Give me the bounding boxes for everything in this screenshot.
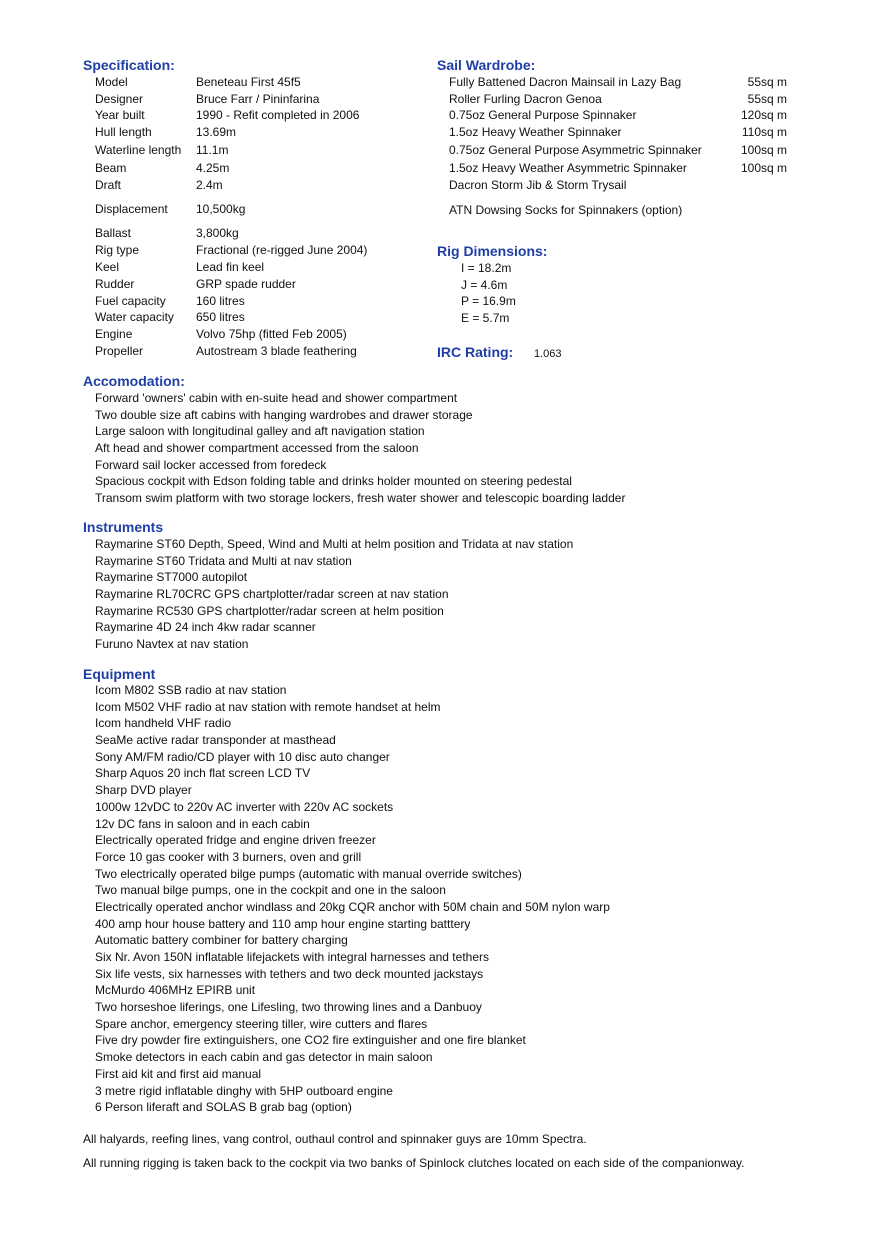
equipment-item: Icom M802 SSB radio at nav station [95,683,287,697]
equipment-item: Smoke detectors in each cabin and gas detector in main saloon [95,1050,433,1065]
specification-value: Beneteau First 45f5 [196,75,301,89]
equipment-item: 6 Person liferaft and SOLAS B grab bag (option) [95,1100,352,1115]
equipment-item: Force 10 gas cooker with 3 burners, oven and grill [95,849,362,864]
equipment-item: Icom M502 VHF radio at nav station with remote handset at helm [95,699,441,714]
specification-label: Ballast [95,226,132,240]
equipment-item: Electrically operated fridge and engine driven freezer [95,833,376,848]
irc-rating-value: 1.063 [534,348,562,360]
specification-value: Autostream 3 blade feathering [196,344,357,358]
sail-area: 100sq m [740,161,787,175]
specification-label: Year built [95,108,145,122]
irc-rating-heading: IRC Rating: [437,344,514,360]
specification-label: Beam [95,161,127,175]
instrument-item: Furuno Navtex at nav station [95,637,249,652]
accommodation-item: Large saloon with longitudinal galley and aft navigation station [95,424,425,439]
instrument-item: Raymarine ST7000 autopilot [95,570,248,585]
specification-label: Fuel capacity [95,294,166,308]
instrument-item: Raymarine RL70CRC GPS chartplotter/radar screen at nav station [95,587,449,602]
sail-area: 55sq m [747,92,787,106]
specification-value: GRP spade rudder [196,277,296,291]
equipment-item: Two electrically operated bilge pumps (automatic with manual override switches) [95,866,522,881]
equipment-item: Spare anchor, emergency steering tiller, wire cutters and flares [95,1016,428,1031]
sail-name: Dacron Storm Jib & Storm Trysail [449,178,627,192]
equipment-item: Two horseshoe liferings, one Lifesling, two throwing lines and a Danbuoy [95,1000,482,1015]
accommodation-item: Transom swim platform with two storage lockers, fresh water shower and telescopic boarding ladder [95,491,626,506]
sail-name: Roller Furling Dacron Genoa [449,92,602,106]
specification-value: 650 litres [196,310,245,324]
equipment-item: Six life vests, six harnesses with tethers and two deck mounted jackstays [95,966,484,981]
instrument-item: Raymarine ST60 Tridata and Multi at nav station [95,553,352,568]
sail-area: 55sq m [747,75,787,89]
specification-value: 11.1m [196,143,229,157]
accommodation-item: Spacious cockpit with Edson folding table and drinks holder mounted on steering pedestal [95,474,572,489]
specification-label: Rig type [95,243,140,257]
specification-value: Lead fin keel [196,260,265,274]
equipment-heading: Equipment [83,666,156,682]
equipment-item: 3 metre rigid inflatable dinghy with 5HP outboard engine [95,1083,393,1098]
specification-value: Volvo 75hp (fitted Feb 2005) [196,327,347,341]
note-running-rigging: All running rigging is taken back to the cockpit via two banks of Spinlock clutches located on each side of the companionway. [83,1156,745,1170]
rig-dimension: I = 18.2m [461,261,512,275]
rig-dimension: E = 5.7m [461,311,510,325]
specification-label: Rudder [95,277,135,291]
specification-value: 13.69m [196,125,237,139]
specification-label: Engine [95,327,133,341]
specification-label: Water capacity [95,310,174,324]
equipment-item: Sharp Aquos 20 inch flat screen LCD TV [95,766,311,781]
specification-value: 3,800kg [196,226,239,240]
equipment-item: Two manual bilge pumps, one in the cockpit and one in the saloon [95,883,446,898]
specification-value: 10,500kg [196,202,246,216]
equipment-item: Automatic battery combiner for battery charging [95,933,348,948]
specification-value: Fractional (re-rigged June 2004) [196,243,368,257]
rig-dimensions-heading: Rig Dimensions: [437,243,548,259]
rig-dimension: P = 16.9m [461,294,516,308]
equipment-item: Electrically operated anchor windlass and 20kg CQR anchor with 50M chain and 50M nylon warp [95,899,610,914]
equipment-item: First aid kit and first aid manual [95,1066,262,1081]
equipment-item: 400 amp hour house battery and 110 amp hour engine starting batttery [95,916,471,931]
specification-value: 2.4m [196,178,223,192]
sail-area: 110sq m [741,125,787,139]
equipment-item: 12v DC fans in saloon and in each cabin [95,816,310,831]
specification-value: Bruce Farr / Pininfarina [196,92,320,106]
specification-value: 4.25m [196,161,230,175]
specification-label: Displacement [95,202,168,216]
specification-heading: Specification: [83,57,175,73]
instrument-item: Raymarine RC530 GPS chartplotter/radar screen at helm position [95,603,444,618]
specification-label: Draft [95,178,122,192]
sail-name: 0.75oz General Purpose Spinnaker [449,108,637,122]
sail-name: 0.75oz General Purpose Asymmetric Spinnaker [449,143,702,157]
equipment-item: Six Nr. Avon 150N inflatable lifejackets with integral harnesses and tethers [95,950,489,964]
specification-label: Designer [95,92,144,106]
equipment-item: 1000w 12vDC to 220v AC inverter with 220v AC sockets [95,799,394,814]
sail-wardrobe-heading: Sail Wardrobe: [437,57,536,73]
accommodation-list [95,391,625,508]
specification-label: Keel [95,260,120,274]
note-halyards: All halyards, reefing lines, vang control, outhaul control and spinnaker guys are 10mm Spectra. [83,1132,587,1146]
specification-label: Propeller [95,344,144,358]
instrument-item: Raymarine 4D 24 inch 4kw radar scanner [95,620,316,635]
accommodation-item: Forward 'owners' cabin with en-suite head and shower compartment [95,391,458,405]
equipment-list [95,683,610,1117]
equipment-item: Sony AM/FM radio/CD player with 10 disc auto changer [95,749,390,764]
sail-option: ATN Dowsing Socks for Spinnakers (option) [449,203,683,217]
sail-area: 100sq m [740,143,787,157]
specification-value: 160 litres [196,294,245,308]
equipment-item: Icom handheld VHF radio [95,716,232,731]
equipment-item: Five dry powder fire extinguishers, one CO2 fire extinguisher and one fire blanket [95,1033,526,1048]
specification-value: 1990 - Refit completed in 2006 [196,108,360,122]
equipment-item: Sharp DVD player [95,783,192,798]
instruments-heading: Instruments [83,519,164,535]
instruments-list [95,537,573,654]
sail-name: 1.5oz Heavy Weather Spinnaker [449,125,622,139]
accommodation-heading: Accomodation: [83,373,185,389]
equipment-item: SeaMe active radar transponder at masthead [95,733,336,748]
instrument-item: Raymarine ST60 Depth, Speed, Wind and Multi at helm position and Tridata at nav station [95,537,574,551]
rig-dimension: J = 4.6m [461,278,508,292]
sail-area: 120sq m [740,108,787,122]
accommodation-item: Aft head and shower compartment accessed from the saloon [95,441,419,456]
equipment-item: McMurdo 406MHz EPIRB unit [95,983,256,998]
accommodation-item: Two double size aft cabins with hanging wardrobes and drawer storage [95,407,473,422]
specification-label: Waterline length [95,143,182,157]
specification-label: Model [95,75,128,89]
sail-name: Fully Battened Dacron Mainsail in Lazy Bag [449,75,682,89]
sail-name: 1.5oz Heavy Weather Asymmetric Spinnaker [449,161,687,175]
accommodation-item: Forward sail locker accessed from foredeck [95,457,327,472]
specification-label: Hull length [95,125,152,139]
